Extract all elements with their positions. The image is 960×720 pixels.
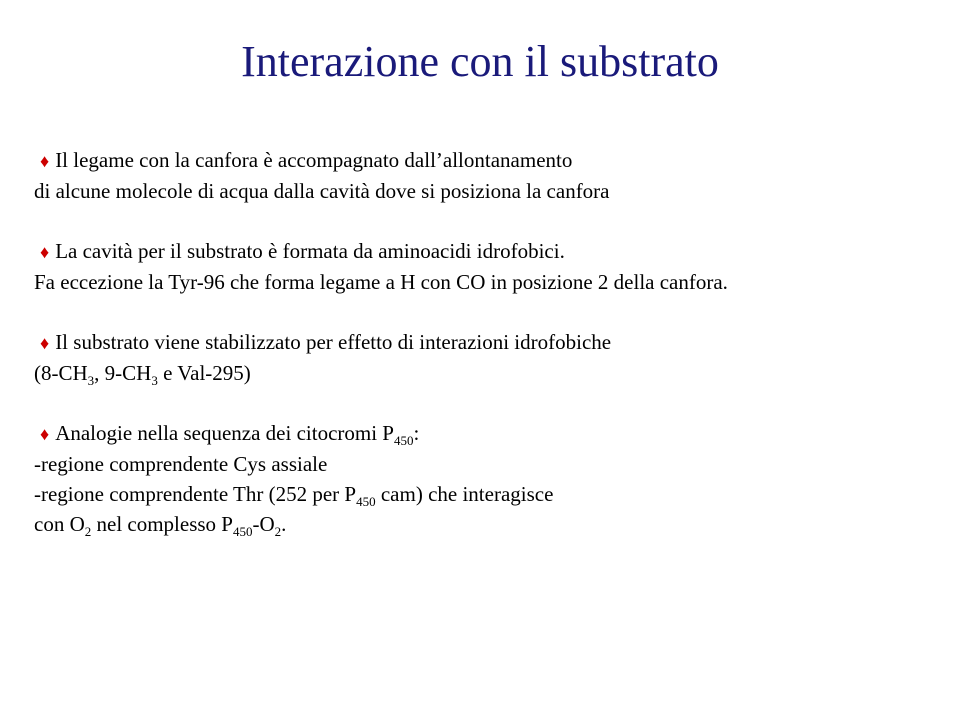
- paragraph-cytochrome-analogies: [34, 418, 934, 539]
- text-span: nel complesso P: [91, 512, 233, 536]
- text-line: [34, 327, 934, 358]
- subscript: 450: [233, 524, 253, 539]
- text-span: -regione comprendente Thr (252 per P: [34, 482, 357, 506]
- text-span: (8-CH: [34, 361, 88, 385]
- text-span: :: [413, 421, 420, 445]
- diamond-icon: ♦: [40, 424, 50, 444]
- paragraph-hydrophobic-cavity: [34, 236, 934, 297]
- paragraph-cavity-water: [34, 145, 934, 206]
- slide-title: Interazione con il substrato: [241, 37, 719, 86]
- diamond-icon: ♦: [40, 151, 50, 171]
- diamond-icon: ♦: [40, 242, 50, 262]
- subscript: 450: [356, 494, 376, 509]
- subscript: 3: [151, 373, 158, 388]
- text-line: [34, 509, 934, 539]
- paragraph-substrate-stabilization: [34, 327, 934, 388]
- subscript: 3: [87, 373, 95, 388]
- text-line: -regione comprendente Cys assiale: [34, 452, 328, 476]
- subscript: 2: [84, 524, 92, 539]
- text-line: [34, 358, 934, 388]
- text-line: Fa eccezione la Tyr-96 che forma legame a H con CO in posizione 2 della canfora.: [34, 270, 728, 294]
- text-span: La cavità per il substrato è formata da aminoacidi idrofobici.: [55, 239, 565, 263]
- text-span: , 9-CH: [94, 361, 152, 385]
- text-line: [34, 236, 934, 267]
- text-span: Il legame con la canfora è accompagnato dall’allontanamento: [55, 148, 573, 172]
- text-span: cam) che interagisce: [375, 482, 554, 506]
- subscript: 450: [394, 433, 414, 448]
- text-line: [34, 479, 934, 509]
- text-line: [34, 418, 934, 449]
- text-span: Il substrato viene stabilizzato per effetto di interazioni idrofobiche: [55, 330, 612, 354]
- subscript: 2: [274, 524, 282, 539]
- text-line: di alcune molecole di acqua dalla cavità dove si posiziona la canfora: [34, 179, 610, 203]
- text-span: con O: [34, 512, 85, 536]
- slide-body: [34, 145, 934, 569]
- text-line: [34, 145, 934, 176]
- text-span: -O: [252, 512, 275, 536]
- text-span: .: [281, 512, 287, 536]
- text-span: e Val-295): [157, 361, 251, 385]
- text-span: Analogie nella sequenza dei citocromi P: [55, 421, 394, 445]
- diamond-icon: ♦: [40, 333, 50, 353]
